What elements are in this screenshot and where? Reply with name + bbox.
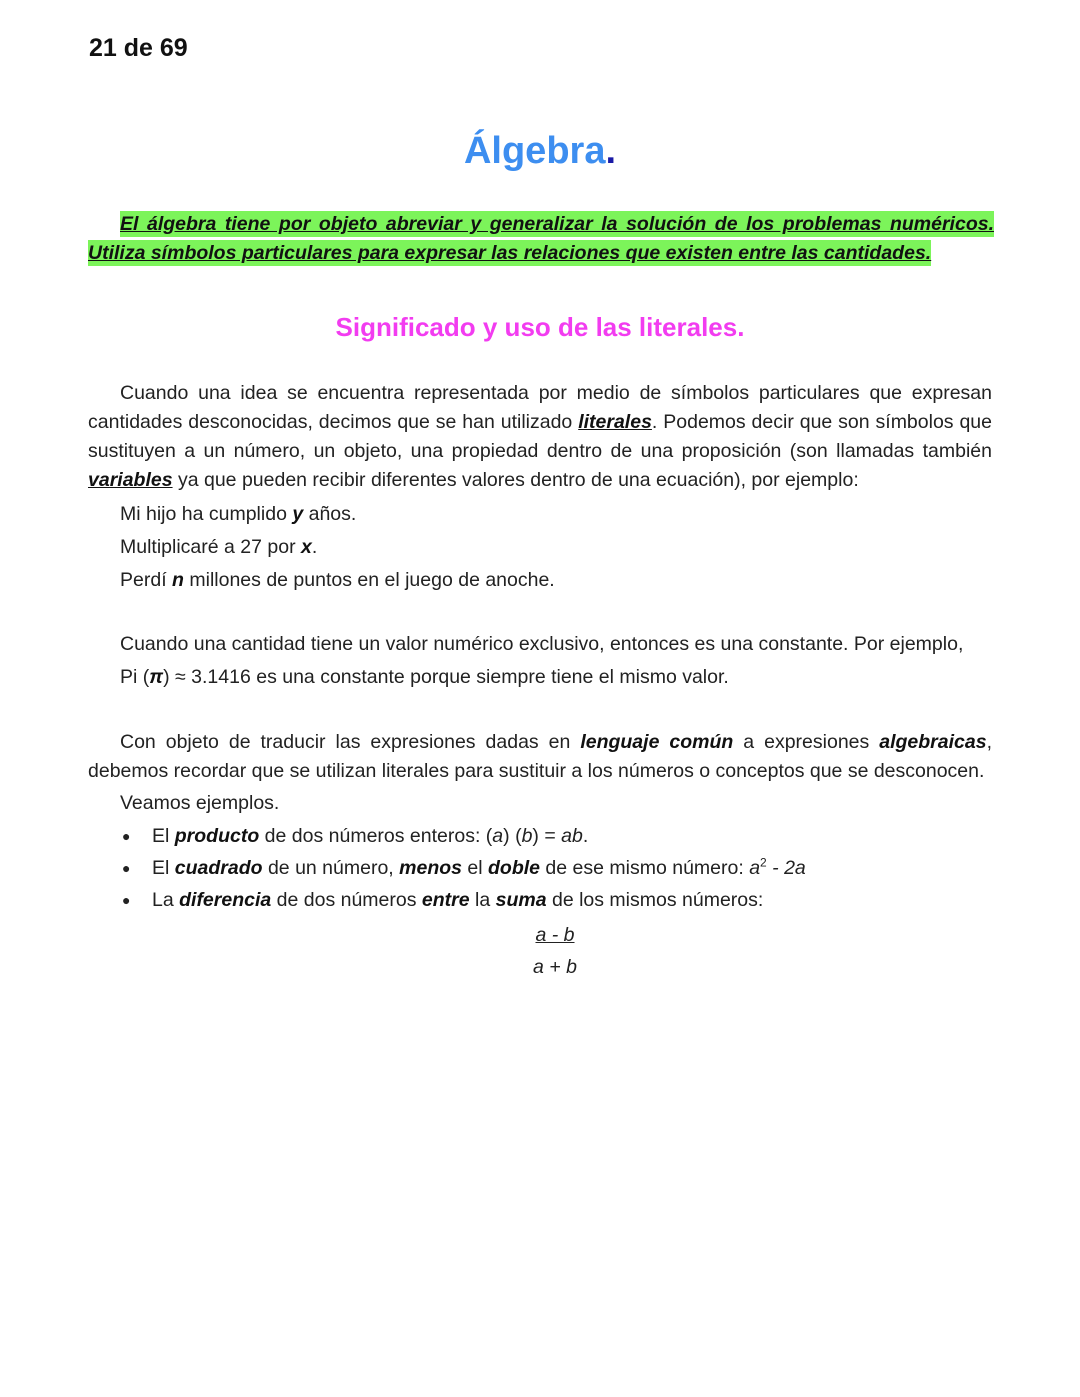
list-item	[88, 884, 992, 916]
example-line	[88, 531, 992, 564]
bullet-text: ) (	[503, 825, 522, 847]
bullet-var: b	[521, 825, 533, 847]
example-text: millones de puntos en el juego de anoche.	[183, 569, 555, 591]
bullet-text: ) =	[532, 825, 562, 847]
example-text: Multiplicaré a 27 por	[120, 536, 302, 558]
para3-text: , debemos recordar que se utilizan literales para sustituir a los números o conceptos que se desconocen.	[88, 731, 992, 782]
bullet-term: doble	[488, 857, 541, 879]
bullet-text: de los mismos números:	[546, 889, 764, 911]
title-dot: .	[605, 130, 617, 172]
bullet-text: el	[462, 857, 489, 879]
bullet-term: producto	[174, 825, 260, 847]
bullet-text: El	[152, 825, 175, 847]
para2-line1: Cuando una cantidad tiene un valor numérico exclusivo, entonces es una constante. Por ejemplo,	[120, 633, 964, 655]
list-item	[88, 852, 992, 884]
bullet-text: La	[152, 889, 180, 911]
paragraph-lenguaje-text	[88, 728, 992, 786]
para3-text: Con objeto de traducir las expresiones dadas en	[120, 731, 581, 753]
para2-text: ) ≈ 3.1416 es una constante porque siempre tiene el mismo valor.	[163, 666, 729, 688]
bullet-text: de un número,	[262, 857, 400, 879]
bullet-var: a	[749, 857, 761, 879]
example-line	[88, 564, 992, 597]
bullet-text: El	[152, 857, 175, 879]
bullet-icon: ●	[122, 892, 131, 908]
bullet-icon: ●	[122, 860, 131, 876]
bullet-var: - 2a	[766, 857, 806, 879]
term-algebraicas: algebraicas	[879, 731, 987, 753]
bullet-var: a	[492, 825, 504, 847]
exponent: 2	[760, 855, 767, 870]
fraction	[505, 919, 605, 983]
veamos-line: Veamos ejemplos.	[120, 792, 280, 814]
bullet-text: de dos números	[271, 889, 422, 911]
bullet-term: diferencia	[179, 889, 272, 911]
examples-list	[88, 498, 992, 597]
bullet-term: suma	[495, 889, 547, 911]
example-text: Mi hijo ha cumplido	[120, 503, 293, 525]
term-variables: variables	[88, 469, 173, 491]
bullet-term: entre	[421, 889, 470, 911]
para3-text: a expresiones	[733, 731, 880, 753]
example-text: Perdí	[120, 569, 173, 591]
pi-symbol: π	[149, 666, 164, 688]
example-line	[88, 498, 992, 531]
example-variable: y	[292, 503, 304, 525]
list-item	[88, 820, 992, 852]
bullet-list-container	[88, 820, 992, 916]
bullet-text: de ese mismo número:	[540, 857, 750, 879]
section-subtitle: Significado y uso de las literales.	[335, 312, 745, 342]
term-lenguaje-comun: lenguaje común	[580, 731, 734, 753]
bullet-text: la	[469, 889, 496, 911]
term-literales: literales	[578, 411, 652, 433]
para2-text: Pi (	[120, 666, 150, 688]
bullet-term: cuadrado	[174, 857, 263, 879]
para1-text-c: ya que pueden recibir diferentes valores dentro de una ecuación), por ejemplo:	[172, 469, 859, 491]
paragraph-literales	[88, 379, 992, 495]
fraction-numerator: a - b	[535, 924, 575, 946]
bullet-var: ab	[561, 825, 583, 847]
example-variable: n	[172, 569, 184, 591]
title-text: Álgebra	[463, 130, 606, 172]
paragraph-literales-text	[88, 379, 992, 495]
page-number: 21 de 69	[89, 34, 188, 62]
example-text: .	[311, 536, 318, 558]
example-text: años.	[303, 503, 357, 525]
fraction-denominator: a + b	[533, 956, 577, 978]
intro-highlight: El álgebra tiene por objeto abreviar y generalizar la solución de los problemas numéricos. Utiliza símbolos particulares para expresar las relaciones que existen entre las cantidades.	[88, 213, 994, 264]
intro-paragraph	[88, 210, 994, 268]
paragraph-constante	[88, 628, 992, 694]
para2-line2	[88, 661, 992, 694]
paragraph-lenguaje	[88, 728, 992, 820]
bullet-icon: ●	[122, 828, 131, 844]
bullet-list	[88, 820, 992, 916]
para1-text-b: . Podemos decir que son símbolos que sustituyen a un número, un objeto, una propiedad dentro de una proposición (son llamadas también	[88, 411, 993, 462]
example-variable: x	[301, 536, 312, 558]
para1-text-a: Cuando una idea se encuentra representada por medio de símbolos particulares que expresan cantidades desconocidas, decimos que se han utilizado	[88, 382, 992, 433]
bullet-text: de dos números enteros: (	[259, 825, 493, 847]
page-title	[0, 130, 1080, 173]
bullet-term: menos	[399, 857, 462, 879]
bullet-text: .	[582, 825, 589, 847]
